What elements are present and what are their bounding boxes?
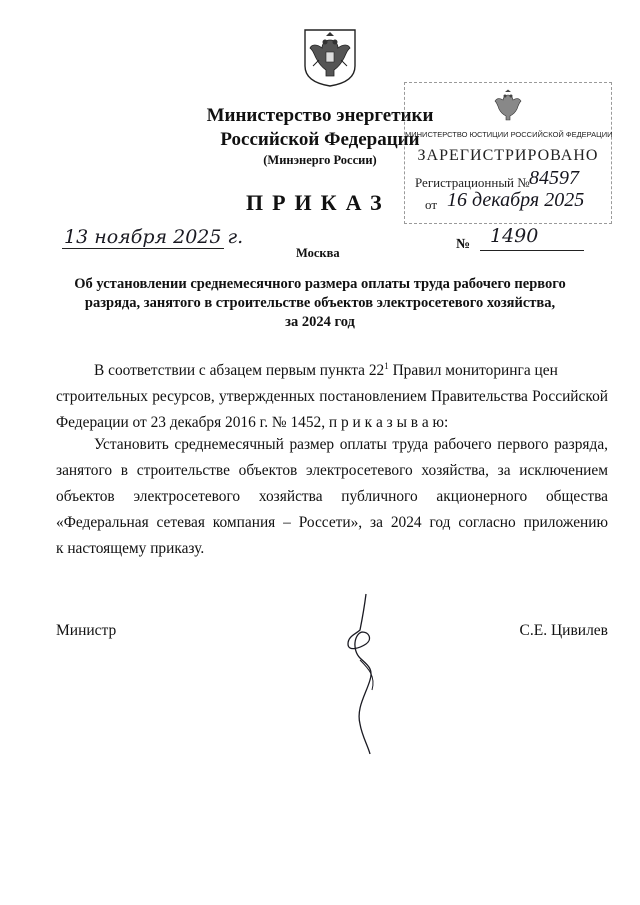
p1-line2: строительных ресурсов, утвержденных постановлением Правительства Российской — [56, 388, 608, 406]
stamp-status: ЗАРЕГИСТРИРОВАНО — [417, 147, 599, 164]
stamp-number-handwritten: 84597 — [529, 167, 579, 189]
p1-superscript: 1 — [384, 361, 389, 371]
signatory-position: Министр — [56, 622, 117, 639]
p1-line1-text-a: В соответствии с абзацем первым пункта 22 — [94, 362, 385, 380]
registration-stamp — [404, 82, 612, 224]
subject-line2: разряда, занятого в строительстве объектов электросетевого хозяйства, — [84, 295, 556, 311]
ministry-name-line1: Министерство энергетики — [206, 105, 434, 126]
ministry-name-line2: Российской Федерации — [220, 129, 420, 150]
stamp-agency: МИНИСТЕРСТВО ЮСТИЦИИ РОССИЙСКОЙ ФЕДЕРАЦИИ — [405, 130, 613, 139]
subject-line1: Об установлении среднемесячного размера оплаты труда рабочего первого — [74, 276, 566, 292]
order-date-underline — [62, 248, 224, 249]
body-paragraph-2 — [56, 432, 608, 562]
order-number-handwritten: 1490 — [490, 225, 539, 247]
handwritten-signature — [326, 590, 406, 758]
ministry-short-name: (Минэнерго России) — [263, 153, 377, 167]
stamp-date-label: от — [425, 197, 438, 212]
p2-line3: объектов электросетевого хозяйства публичного акционерного общества — [56, 488, 608, 505]
stamp-number-label: Регистрационный № — [415, 175, 530, 190]
order-subject — [56, 275, 584, 332]
p2-line1: Установить среднемесячный размер оплаты труда рабочего первого разряда, — [94, 436, 608, 453]
p2-line4: «Федеральная сетевая компания – Россети», за 2024 год согласно приложению — [56, 514, 608, 531]
p2-line2: занятого в строительстве объектов электросетевого хозяйства, за исключением — [56, 462, 608, 479]
order-city: Москва — [296, 246, 340, 260]
document-type-title: ПРИКАЗ — [246, 190, 391, 215]
coat-of-arms-emblem — [299, 26, 361, 88]
order-number-underline — [480, 250, 584, 251]
subject-line3: за 2024 год — [285, 314, 355, 330]
body-paragraph-1 — [56, 353, 608, 436]
p2-line5: к настоящему приказу. — [56, 540, 205, 557]
p1-line1-text-b: Правил мониторинга цен — [388, 362, 558, 380]
stamp-emblem-icon — [491, 89, 525, 125]
order-date-handwritten: 13 ноября 2025 г. — [64, 226, 244, 248]
order-number-label: № — [456, 237, 471, 252]
stamp-date-handwritten: 16 декабря 2025 — [447, 189, 585, 211]
signatory-name: С.Е. Цивилев — [519, 622, 608, 639]
p1-line1 — [56, 353, 608, 384]
p1-line3: Федерации от 23 декабря 2016 г. № 1452, п р и к а з ы в а ю: — [56, 414, 449, 432]
